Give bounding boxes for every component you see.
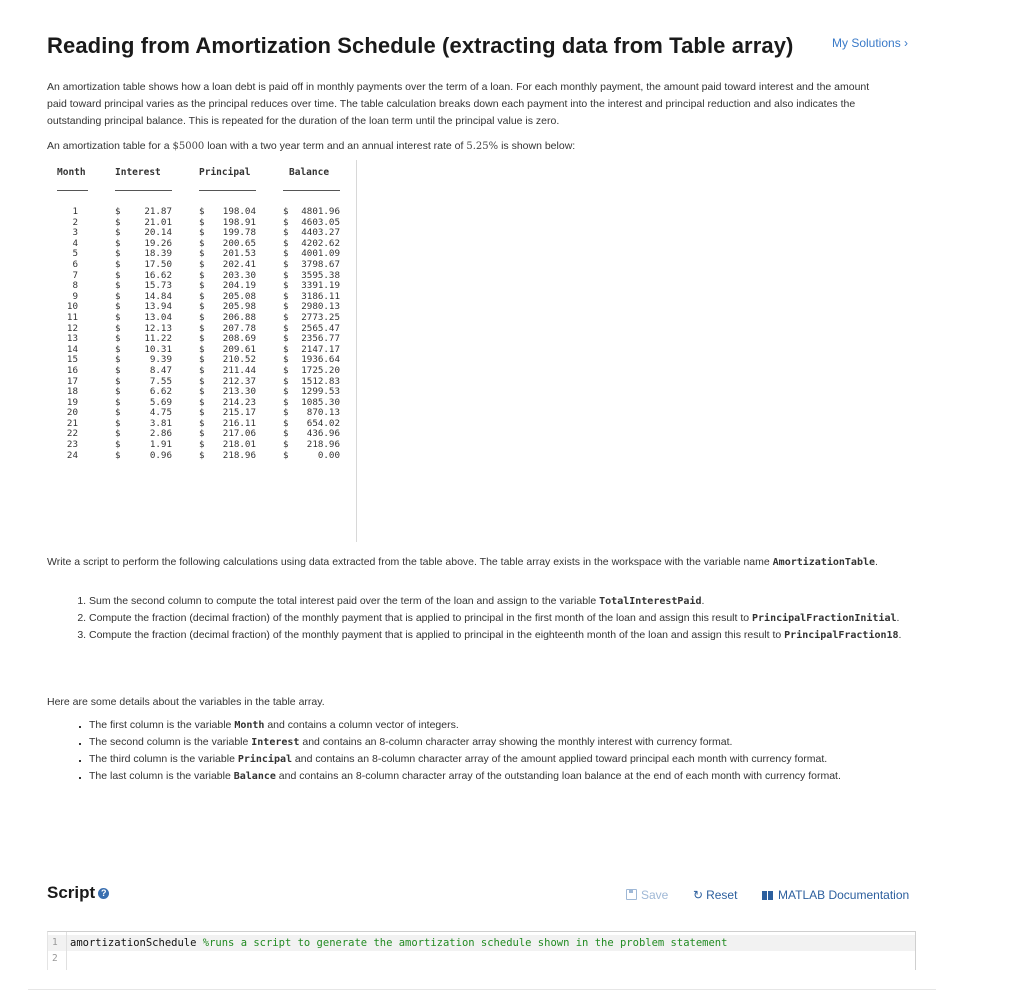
header-balance: Balance [289,167,330,178]
cell-month: 19 [66,396,78,408]
code-editor[interactable] [47,931,916,970]
cell-month: 12 [66,322,78,334]
task-text: Sum the second column to compute the total interest paid over the term of the loan and assign to the variable [89,595,600,607]
details-intro: Here are some details about the variables in the table array. [47,696,325,708]
cell-currency: $ [199,322,205,334]
details-text-end: and contains an 8-column character array showing the monthly interest with currency format. [299,736,733,748]
cell-month: 16 [66,364,78,376]
cell-currency: $ [283,322,289,334]
cell-currency: $ [283,396,289,408]
cell-currency: $ [199,248,205,260]
cell-balance: 436.96 [306,428,340,440]
page-title: Reading from Amortization Schedule (extracting data from Table array) [47,33,794,58]
cell-interest: 2.86 [149,428,172,440]
cell-principal: 215.17 [222,407,256,419]
details-text-end: and contains a column vector of integers. [264,719,459,731]
cell-currency: $ [115,333,121,345]
cell-balance: 654.02 [306,417,340,429]
cell-currency: $ [283,216,289,228]
cell-currency: $ [115,322,121,334]
cell-interest: 20.14 [144,227,172,239]
cell-principal: 218.01 [222,439,256,451]
cell-currency: $ [283,343,289,355]
cell-principal: 218.96 [222,449,256,461]
header-rule-principal [199,190,256,192]
cell-principal: 198.04 [222,206,256,217]
cell-interest: 21.87 [144,206,172,217]
cell-interest: 4.75 [149,407,172,419]
cell-balance: 4001.09 [301,248,340,260]
cell-currency: $ [115,206,121,217]
cell-currency: $ [199,417,205,429]
instructions-intro-pre: Write a script to perform the following calculations using data extracted from the table above. The table array exists in the workspace with the variable name [47,556,773,568]
details-text: The third column is the variable [89,753,238,765]
cell-month: 17 [66,375,78,387]
cell-currency: $ [199,386,205,398]
instructions-intro [47,554,887,571]
save-button[interactable] [626,888,668,902]
cell-interest: 9.39 [149,354,172,366]
details-text: The first column is the variable [89,719,235,731]
cell-currency: $ [115,417,121,429]
cell-currency: $ [115,354,121,366]
cell-currency: $ [199,290,205,302]
cell-currency: $ [199,237,205,249]
cell-principal: 201.53 [222,248,256,260]
cell-currency: $ [283,227,289,239]
cell-month: 5 [72,248,78,260]
cell-principal: 213.30 [222,386,256,398]
instructions-intro-post: . [875,556,878,568]
table-intro-paragraph [47,138,887,155]
cell-currency: $ [283,269,289,281]
cell-currency: $ [115,301,121,313]
cell-balance: 4801.96 [301,206,340,217]
cell-currency: $ [115,216,121,228]
table-variable-name: AmortizationTable [772,557,876,568]
cell-month: 10 [66,301,78,313]
cell-currency: $ [199,428,205,440]
details-list [47,717,934,785]
cell-currency: $ [115,248,121,260]
table-row [47,207,356,218]
cell-interest: 15.73 [144,280,172,292]
details-variable: Interest [251,737,300,748]
cell-interest: 17.50 [144,258,172,270]
cell-currency: $ [283,439,289,451]
task-text: Compute the fraction (decimal fraction) of the monthly payment that is applied to principal in the first month of the loan and assign this result to [89,612,753,624]
cell-month: 21 [66,417,78,429]
cell-currency: $ [115,258,121,270]
cell-balance: 1299.53 [301,386,340,398]
details-item [89,734,934,751]
cell-principal: 206.88 [222,311,256,323]
cell-currency: $ [115,449,121,461]
cell-interest: 14.84 [144,290,172,302]
cell-month: 20 [66,407,78,419]
cell-currency: $ [199,227,205,239]
cell-month: 2 [72,216,78,228]
cell-currency: $ [115,428,121,440]
cell-interest: 5.69 [149,396,172,408]
cell-balance: 1725.20 [301,364,340,376]
cell-month: 1 [72,206,78,217]
task-list [47,593,919,644]
cell-principal: 217.06 [222,428,256,440]
cell-balance: 4202.62 [301,237,340,249]
cell-currency: $ [115,407,121,419]
bottom-divider [28,989,936,990]
cell-balance: 2356.77 [301,333,340,345]
cell-balance: 1085.30 [301,396,340,408]
cell-currency: $ [115,227,121,239]
table-body [47,207,356,461]
cell-principal: 214.23 [222,396,256,408]
book-icon [762,891,773,900]
cell-currency: $ [199,258,205,270]
cell-balance: 3186.11 [301,290,340,302]
cell-balance: 2565.47 [301,322,340,334]
cell-interest: 7.55 [149,375,172,387]
cell-interest: 11.22 [144,333,172,345]
task-text-end: . [896,612,900,624]
cell-balance: 2147.17 [301,343,340,355]
cell-currency: $ [283,290,289,302]
cell-currency: $ [199,375,205,387]
cell-interest: 16.62 [144,269,172,281]
cell-month: 15 [66,354,78,366]
cell-principal: 212.37 [222,375,256,387]
cell-interest: 21.01 [144,216,172,228]
cell-balance: 2773.25 [301,311,340,323]
cell-principal: 202.41 [222,258,256,270]
task-text-end: . [701,595,705,607]
cell-currency: $ [283,206,289,217]
cell-month: 13 [66,333,78,345]
cell-currency: $ [115,311,121,323]
task-item [89,610,919,627]
task-item [89,593,919,610]
cell-principal: 200.65 [222,237,256,249]
header-interest: Interest [115,167,161,178]
cell-principal: 205.98 [222,301,256,313]
script-section-title [47,883,109,903]
cell-month: 3 [72,227,78,239]
help-icon[interactable]: ? [98,888,109,899]
cell-principal: 216.11 [222,417,256,429]
line-number-gutter [66,932,67,970]
table-intro-pre: An amortization table for a [47,140,173,152]
cell-currency: $ [115,343,121,355]
save-icon [626,889,637,900]
line-number: 1 [52,937,58,948]
cell-month: 8 [72,280,78,292]
cell-balance: 3595.38 [301,269,340,281]
cell-interest: 12.13 [144,322,172,334]
my-solutions-link[interactable]: My Solutions › [832,36,909,50]
details-item [89,751,934,768]
task-variable: PrincipalFractionInitial [752,613,897,624]
cell-principal: 199.78 [222,227,256,239]
cell-currency: $ [115,396,121,408]
details-variable: Month [234,720,265,731]
header-month: Month [57,167,86,178]
cell-month: 4 [72,237,78,249]
cell-currency: $ [199,449,205,461]
cell-month: 9 [72,290,78,302]
cell-principal: 209.61 [222,343,256,355]
cell-currency: $ [283,428,289,440]
cell-currency: $ [199,364,205,376]
cell-interest: 13.04 [144,311,172,323]
details-text-end: and contains an 8-column character array of the amount applied toward principal each month with currency format. [292,753,828,765]
table-row [47,260,356,271]
cell-currency: $ [283,386,289,398]
cell-currency: $ [199,396,205,408]
table-intro-post: is shown below: [498,140,576,152]
cell-balance: 1936.64 [301,354,340,366]
reset-button[interactable] [693,888,737,902]
cell-currency: $ [283,407,289,419]
header-rule-month [57,190,88,192]
cell-month: 7 [72,269,78,281]
table-row [47,366,356,377]
table-header [47,167,356,181]
cell-currency: $ [199,343,205,355]
cell-principal: 203.30 [222,269,256,281]
reset-icon: ↻ [693,888,704,902]
cell-currency: $ [283,364,289,376]
task-variable: PrincipalFraction18 [784,630,899,641]
details-item [89,768,934,785]
cell-currency: $ [283,311,289,323]
script-title-text: Script [47,883,96,902]
cell-month: 14 [66,343,78,355]
cell-principal: 205.08 [222,290,256,302]
cell-principal: 204.19 [222,280,256,292]
cell-balance: 870.13 [306,407,340,419]
cell-currency: $ [199,354,205,366]
cell-currency: $ [115,386,121,398]
cell-currency: $ [199,301,205,313]
cell-currency: $ [115,280,121,292]
cell-interest: 18.39 [144,248,172,260]
code-comment: %runs a script to generate the amortization schedule shown in the problem statement [202,937,728,949]
details-variable: Balance [233,771,276,782]
code-text: amortizationSchedule [70,937,203,949]
cell-currency: $ [283,449,289,461]
loan-amount: $5000 [172,141,205,152]
cell-currency: $ [199,311,205,323]
cell-currency: $ [199,280,205,292]
line-number: 2 [52,953,58,964]
cell-balance: 1512.83 [301,375,340,387]
details-text: The second column is the variable [89,736,252,748]
cell-balance: 2980.13 [301,301,340,313]
cell-balance: 4603.05 [301,216,340,228]
cell-currency: $ [115,237,121,249]
cell-interest: 13.94 [144,301,172,313]
interest-rate: 5.25% [466,141,499,152]
header-rule-balance [283,190,340,192]
cell-currency: $ [283,258,289,270]
cell-interest: 6.62 [149,386,172,398]
cell-currency: $ [199,439,205,451]
cell-currency: $ [199,269,205,281]
cell-currency: $ [199,206,205,217]
cell-currency: $ [283,248,289,260]
cell-currency: $ [199,216,205,228]
intro-paragraph: An amortization table shows how a loan debt is paid off in monthly payments over the term of a loan. For each monthly payment, the amount paid toward interest and the amount paid toward principal varies as the principal reduces over time. The table calculation breaks down each payment into the interest and principal reduction and also indicates the outstanding principal balance. This is repeated for the duration of the loan term until the principal value is zero. [47,81,870,127]
cell-currency: $ [283,333,289,345]
cell-interest: 1.91 [149,439,172,451]
cell-balance: 4403.27 [301,227,340,239]
cell-currency: $ [283,417,289,429]
table-row [47,451,356,462]
details-variable: Principal [237,754,293,765]
cell-currency: $ [199,407,205,419]
task-item [89,627,919,644]
task-text: Compute the fraction (decimal fraction) of the monthly payment that is applied to principal in the eighteenth month of the loan and assign this result to [89,629,785,641]
task-variable: TotalInterestPaid [599,596,702,607]
cell-month: 22 [66,428,78,440]
cell-month: 18 [66,386,78,398]
cell-principal: 208.69 [222,333,256,345]
details-text: The last column is the variable [89,770,234,782]
cell-principal: 198.91 [222,216,256,228]
task-text-end: . [898,629,902,641]
cell-currency: $ [283,280,289,292]
cell-balance: 218.96 [306,439,340,451]
cell-month: 23 [66,439,78,451]
cell-balance: 3391.19 [301,280,340,292]
cell-principal: 210.52 [222,354,256,366]
cell-currency: $ [283,301,289,313]
table-intro-mid: loan with a two year term and an annual interest rate of [204,140,467,152]
cell-month: 11 [66,311,78,323]
header-principal: Principal [199,167,251,178]
details-text-end: and contains an 8-column character array of the outstanding loan balance at the end of each month with currency format. [275,770,841,782]
reset-label: Reset [706,888,738,902]
cell-currency: $ [115,375,121,387]
cell-interest: 0.96 [149,449,172,461]
details-item [89,717,934,734]
cell-currency: $ [115,364,121,376]
cell-currency: $ [283,354,289,366]
cell-currency: $ [283,237,289,249]
documentation-label: MATLAB Documentation [778,888,910,902]
table-row [47,313,356,324]
cell-interest: 19.26 [144,237,172,249]
save-label: Save [641,888,669,902]
cell-month: 6 [72,258,78,270]
cell-currency: $ [199,333,205,345]
cell-currency: $ [115,439,121,451]
cell-principal: 211.44 [222,364,256,376]
cell-interest: 3.81 [149,417,172,429]
cell-interest: 8.47 [149,364,172,376]
amortization-table [47,160,357,542]
cell-currency: $ [115,290,121,302]
cell-principal: 207.78 [222,322,256,334]
matlab-documentation-link[interactable] [762,888,909,902]
code-line[interactable] [70,935,727,951]
cell-balance: 0.00 [317,449,340,461]
cell-currency: $ [115,269,121,281]
header-rule-interest [115,190,172,192]
cell-interest: 10.31 [144,343,172,355]
cell-currency: $ [283,375,289,387]
cell-balance: 3798.67 [301,258,340,270]
cell-month: 24 [66,449,78,461]
